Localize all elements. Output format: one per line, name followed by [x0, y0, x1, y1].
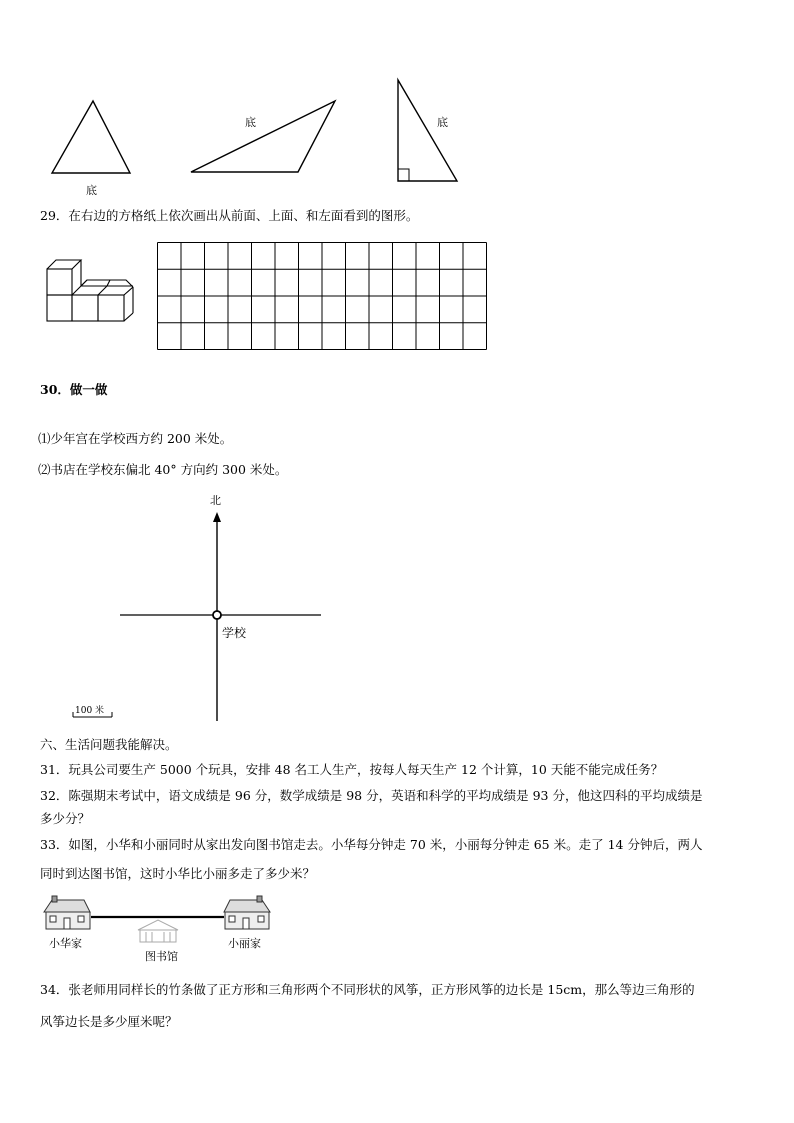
north-label: 北 [210, 494, 221, 507]
compass-diagram [0, 480, 794, 740]
triangle-2 [191, 101, 335, 172]
right-triangle-3 [398, 80, 457, 181]
school-point [213, 611, 221, 619]
question-30-item-2: ⑵书店在学校东偏北 40° 方向约 300 米处。 [38, 462, 288, 477]
question-29-text: 29．在右边的方格纸上依次画出从前面、上面、和左面看到的图形。 [40, 208, 419, 223]
triangle-1 [52, 101, 130, 173]
question-31-text: 31．玩具公司要生产 5000 个玩具，安排 48 名工人生产，按每人每天生产 12 个计算，10 天能不能完成任务？ [40, 762, 664, 777]
question-32-line-1: 32．陈强期末考试中，语文成绩是 96 分，数学成绩是 98 分，英语和科学的平均成绩是 93 分，他这四科的平均成绩是 [40, 788, 703, 803]
right-angle-mark [398, 169, 409, 181]
question-34-line-2: 风筝边长是多少厘米呢？ [40, 1014, 178, 1029]
question-33-line-1: 33．如图，小华和小丽同时从家出发向图书馆走去。小华每分钟走 70 米，小丽每分钟走 65 米。走了 14 分钟后，两人 [40, 837, 703, 852]
section-6-heading: 六、生活问题我能解决。 [40, 737, 178, 752]
question-30-title: 30．做一做 [40, 382, 108, 397]
question-34-line-1: 34．张老师用同样长的竹条做了正方形和三角形两个不同形状的风筝，正方形风筝的边长是 15cm，那么等边三角形的 [40, 982, 695, 997]
library-label: 图书馆 [145, 950, 178, 963]
scale-label: 100 米 [75, 706, 105, 716]
question-32-line-2: 多少分？ [40, 811, 91, 826]
school-label: 学校 [222, 626, 247, 640]
xiaohua-house-icon [44, 896, 90, 929]
question-30-item-1: ⑴少年宫在学校西方约 200 米处。 [38, 431, 233, 446]
north-arrow-icon [213, 512, 221, 522]
square-grid-paper[interactable] [157, 242, 487, 350]
triangle-2-base-label: 底 [245, 116, 256, 129]
equilateral-triangle-figure [0, 0, 794, 200]
cube-stack-figure [40, 255, 140, 345]
xiaohua-home-label: 小华家 [49, 937, 82, 950]
library-icon [138, 920, 178, 942]
question-33-line-2: 同时到达图书馆，这时小华比小丽多走了多少米？ [40, 866, 316, 881]
xiaoli-home-label: 小丽家 [228, 937, 261, 950]
xiaoli-house-icon [224, 896, 270, 929]
triangle-1-base-label: 底 [86, 184, 97, 197]
houses-route-figure [0, 890, 794, 970]
triangle-3-base-label: 底 [437, 116, 448, 129]
